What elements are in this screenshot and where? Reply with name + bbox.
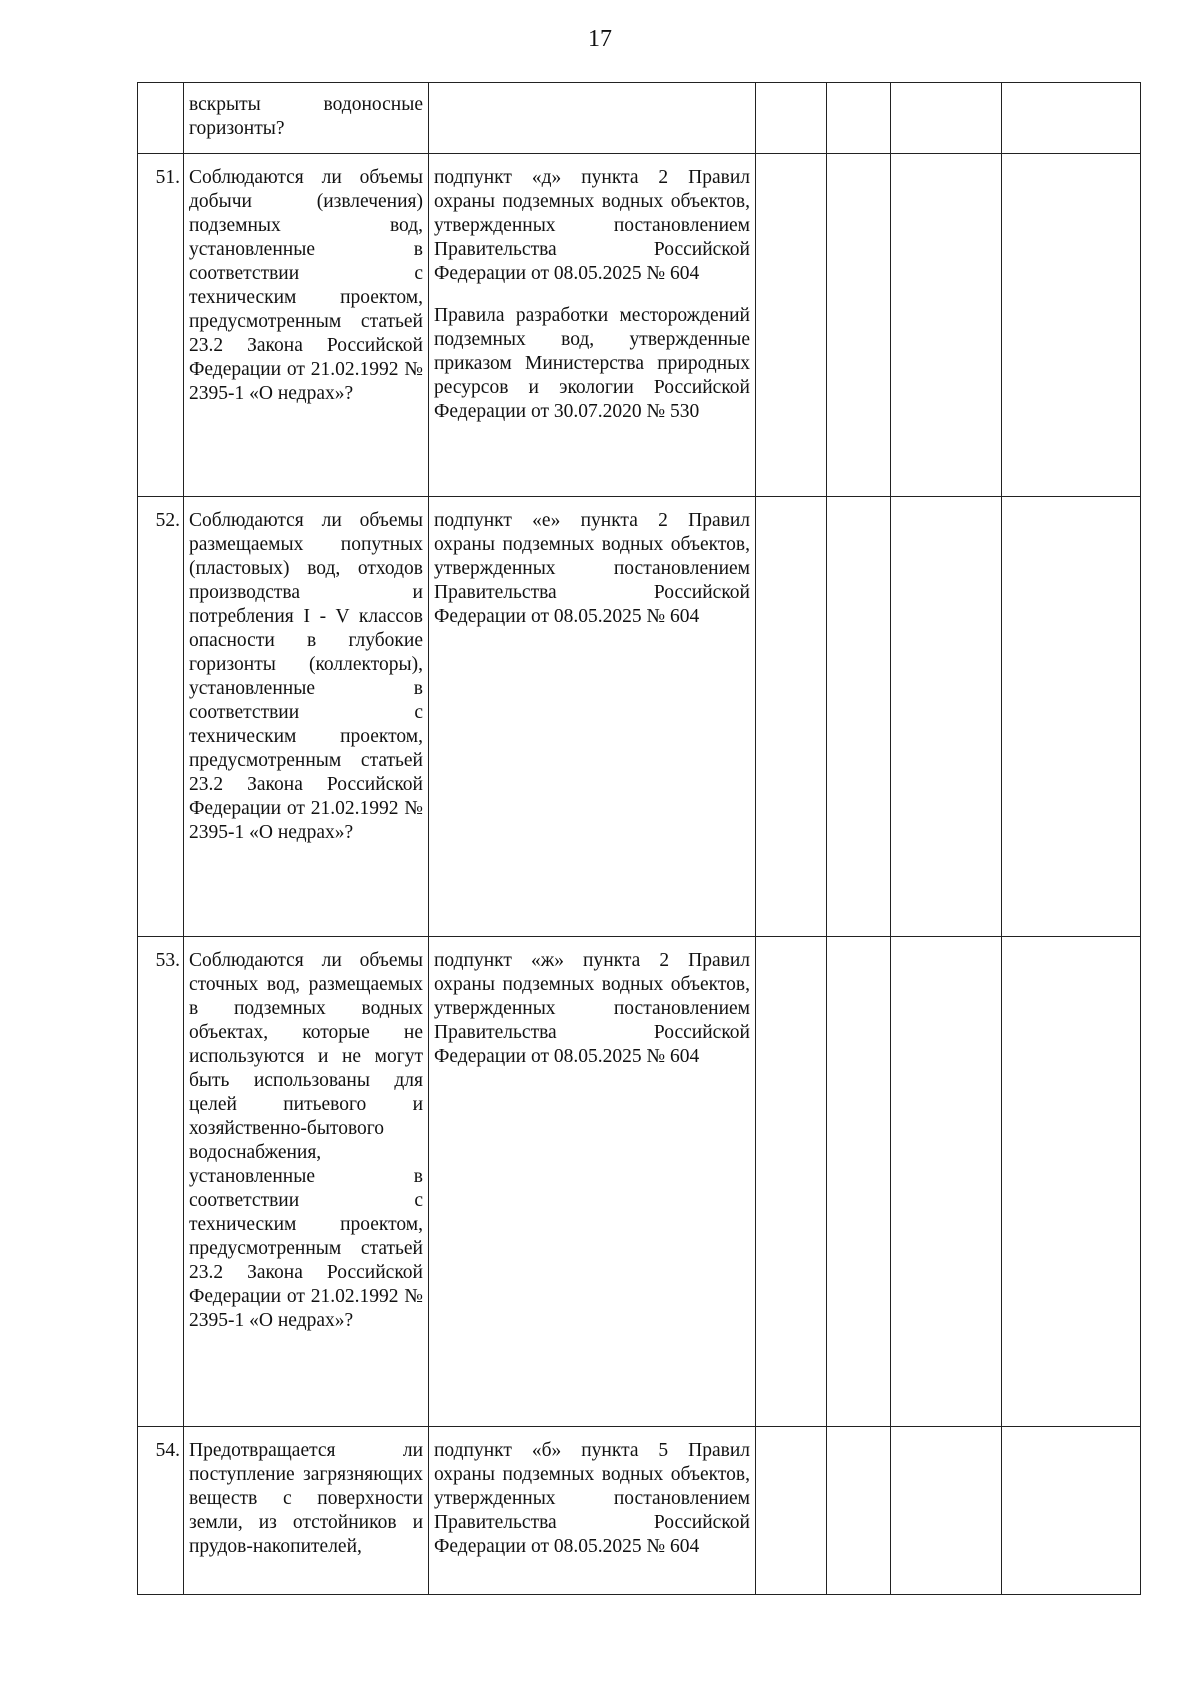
- answer-yes-cell[interactable]: [756, 154, 827, 497]
- row-number: [138, 83, 184, 154]
- reference-cell: [429, 154, 756, 497]
- question-text: Предотвращается ли поступление загрязняющих веществ с поверхности земли, из отстойников и прудов-накопителей,: [189, 1440, 423, 1557]
- reference-text: Правила разработки месторождений подземных вод, утвержденные приказом Министерства природных ресурсов и экологии Российской Федерации от 30.07.2020 № 530: [434, 305, 750, 422]
- answer-yes-cell[interactable]: [756, 497, 827, 937]
- answer-na-cell[interactable]: [891, 83, 1002, 154]
- table-row: [138, 1427, 1141, 1595]
- answer-na-cell[interactable]: [891, 154, 1002, 497]
- question-text: вскрыты водоносные горизонты?: [189, 94, 423, 139]
- reference-text: подпункт «е» пункта 2 Правил охраны подземных водных объектов, утвержденных постановлением Правительства Российской Федерации от 08.05.2025 № 604: [434, 510, 750, 627]
- reference-cell: [429, 1427, 756, 1595]
- table-row: [138, 154, 1141, 497]
- note-cell[interactable]: [1002, 937, 1141, 1427]
- answer-yes-cell[interactable]: [756, 83, 827, 154]
- row-number: 53.: [138, 937, 184, 1427]
- table-row: [138, 937, 1141, 1427]
- reference-text: подпункт «д» пункта 2 Правил охраны подземных водных объектов, утвержденных постановлением Правительства Российской Федерации от 08.05.2025 № 604: [434, 167, 750, 284]
- reference-cell: [429, 83, 756, 154]
- answer-no-cell[interactable]: [827, 497, 891, 937]
- row-number: 51.: [138, 154, 184, 497]
- table-row: [138, 83, 1141, 154]
- question-cell: [184, 1427, 429, 1595]
- reference-cell: [429, 497, 756, 937]
- answer-yes-cell[interactable]: [756, 937, 827, 1427]
- note-cell[interactable]: [1002, 154, 1141, 497]
- question-cell: [184, 497, 429, 937]
- question-cell: [184, 937, 429, 1427]
- reference-text: подпункт «б» пункта 5 Правил охраны подземных водных объектов, утвержденных постановлением Правительства Российской Федерации от 08.05.2025 № 604: [434, 1440, 750, 1557]
- answer-no-cell[interactable]: [827, 83, 891, 154]
- reference-text: подпункт «ж» пункта 2 Правил охраны подземных водных объектов, утвержденных постановлением Правительства Российской Федерации от 08.05.2025 № 604: [434, 950, 750, 1067]
- checklist-table: [137, 82, 1141, 1595]
- table-row: [138, 497, 1141, 937]
- note-cell[interactable]: [1002, 497, 1141, 937]
- answer-na-cell[interactable]: [891, 937, 1002, 1427]
- question-text: Соблюдаются ли объемы добычи (извлечения) подземных вод, установленные в соответствии с техническим проектом, предусмотренным статьей 23.2 Закона Российской Федерации от 21.02.1992 № 2395-1 «О недрах»?: [189, 167, 423, 404]
- answer-yes-cell[interactable]: [756, 1427, 827, 1595]
- answer-no-cell[interactable]: [827, 154, 891, 497]
- question-text: Соблюдаются ли объемы сточных вод, размещаемых в подземных водных объектах, которые не используются и не могут быть использованы для целей питьевого и хозяйственно-бытового водоснабжения, установленные в соответствии с техническим проектом, предусмотренным статьей 23.2 Закона Российской Федерации от 21.02.1992 № 2395-1 «О недрах»?: [189, 950, 423, 1331]
- answer-no-cell[interactable]: [827, 1427, 891, 1595]
- answer-na-cell[interactable]: [891, 497, 1002, 937]
- note-cell[interactable]: [1002, 1427, 1141, 1595]
- question-text: Соблюдаются ли объемы размещаемых попутных (пластовых) вод, отходов производства и потребления I - V классов опасности в глубокие горизонты (коллекторы), установленные в соответствии с техническим проектом, предусмотренным статьей 23.2 Закона Российской Федерации от 21.02.1992 № 2395-1 «О недрах»?: [189, 510, 423, 843]
- row-number: 54.: [138, 1427, 184, 1595]
- question-cell: [184, 154, 429, 497]
- reference-cell: [429, 937, 756, 1427]
- page-number: 17: [588, 26, 612, 52]
- answer-no-cell[interactable]: [827, 937, 891, 1427]
- answer-na-cell[interactable]: [891, 1427, 1002, 1595]
- row-number: 52.: [138, 497, 184, 937]
- note-cell[interactable]: [1002, 83, 1141, 154]
- question-cell: [184, 83, 429, 154]
